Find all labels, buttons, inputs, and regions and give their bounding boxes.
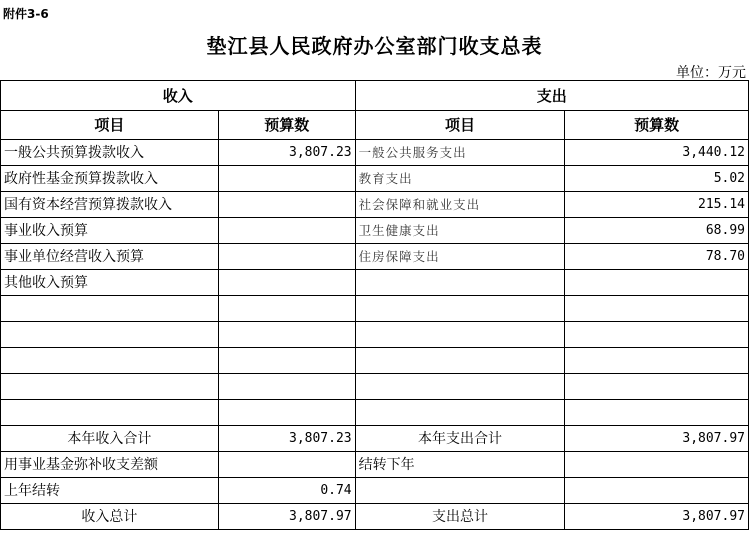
attachment-label: 附件3-6: [3, 7, 49, 21]
unit-label: 单位：万元: [676, 65, 746, 81]
income-item-cell: 国有资本经营预算拨款收入: [1, 192, 219, 218]
expense-item-cell: [355, 296, 565, 322]
expense-value-cell: [565, 348, 749, 374]
column-header-row: [1, 111, 749, 140]
expense-item-cell: [355, 478, 565, 504]
expense-value-cell: [565, 374, 749, 400]
income-item-cell: [1, 322, 219, 348]
table-row: [1, 452, 749, 478]
income-value-cell: [218, 244, 355, 270]
income-item-cell: [1, 296, 219, 322]
budget-table: [0, 80, 749, 530]
expense-item-cell: [355, 348, 565, 374]
income-total-label: 收入总计: [1, 504, 219, 530]
income-item-cell: 事业收入预算: [1, 218, 219, 244]
expense-value-cell: 3,440.12: [565, 140, 749, 166]
table-row: [1, 244, 749, 270]
page-title: 垫江县人民政府办公室部门收支总表: [206, 34, 543, 58]
income-item-cell: 其他收入预算: [1, 270, 219, 296]
table-row: [1, 140, 749, 166]
income-value-cell: [218, 270, 355, 296]
income-value-cell: [218, 322, 355, 348]
expense-value-cell: 5.02: [565, 166, 749, 192]
table-row: [1, 374, 749, 400]
expense-item-cell: 教育支出: [355, 166, 565, 192]
income-value-cell: [218, 452, 355, 478]
income-value-cell: [218, 192, 355, 218]
expense-item-cell: 结转下年: [355, 452, 565, 478]
subtotal-row: [1, 426, 749, 452]
table-row: [1, 166, 749, 192]
income-item-cell: 事业单位经营收入预算: [1, 244, 219, 270]
income-subtotal-label: 本年收入合计: [1, 426, 219, 452]
table-row: [1, 296, 749, 322]
income-item-cell: [1, 348, 219, 374]
income-item-cell: 上年结转: [1, 478, 219, 504]
expense-subtotal-value: 3,807.97: [565, 426, 749, 452]
income-item-cell: [1, 374, 219, 400]
expense-value-cell: [565, 322, 749, 348]
income-item-header: 项目: [1, 111, 219, 140]
expense-subtotal-label: 本年支出合计: [355, 426, 565, 452]
expense-item-cell: [355, 400, 565, 426]
expense-value-cell: 215.14: [565, 192, 749, 218]
income-item-cell: 用事业基金弥补收支差额: [1, 452, 219, 478]
income-value-cell: [218, 166, 355, 192]
expense-item-cell: 住房保障支出: [355, 244, 565, 270]
expense-total-label: 支出总计: [355, 504, 565, 530]
income-value-cell: 0.74: [218, 478, 355, 504]
income-subtotal-value: 3,807.23: [218, 426, 355, 452]
expense-value-cell: [565, 296, 749, 322]
table-row: [1, 400, 749, 426]
expense-budget-header: 预算数: [565, 111, 749, 140]
expense-value-cell: [565, 400, 749, 426]
expense-item-cell: 社会保障和就业支出: [355, 192, 565, 218]
income-value-cell: 3,807.23: [218, 140, 355, 166]
expense-section-header: 支出: [355, 81, 748, 111]
table-row: [1, 478, 749, 504]
table-row: [1, 270, 749, 296]
expense-item-header: 项目: [355, 111, 565, 140]
income-value-cell: [218, 218, 355, 244]
income-value-cell: [218, 374, 355, 400]
table-row: [1, 192, 749, 218]
table-row: [1, 218, 749, 244]
expense-value-cell: [565, 270, 749, 296]
total-row: [1, 504, 749, 530]
expense-total-value: 3,807.97: [565, 504, 749, 530]
income-item-cell: 一般公共预算拨款收入: [1, 140, 219, 166]
table-row: [1, 322, 749, 348]
section-header-row: [1, 81, 749, 111]
expense-item-cell: [355, 322, 565, 348]
income-item-cell: [1, 400, 219, 426]
income-budget-header: 预算数: [218, 111, 355, 140]
expense-item-cell: 一般公共服务支出: [355, 140, 565, 166]
expense-value-cell: [565, 478, 749, 504]
expense-value-cell: 78.70: [565, 244, 749, 270]
expense-value-cell: 68.99: [565, 218, 749, 244]
table-row: [1, 348, 749, 374]
income-total-value: 3,807.97: [218, 504, 355, 530]
expense-item-cell: [355, 270, 565, 296]
income-value-cell: [218, 400, 355, 426]
income-value-cell: [218, 296, 355, 322]
expense-item-cell: [355, 374, 565, 400]
income-section-header: 收入: [1, 81, 356, 111]
expense-item-cell: 卫生健康支出: [355, 218, 565, 244]
expense-value-cell: [565, 452, 749, 478]
income-item-cell: 政府性基金预算拨款收入: [1, 166, 219, 192]
income-value-cell: [218, 348, 355, 374]
